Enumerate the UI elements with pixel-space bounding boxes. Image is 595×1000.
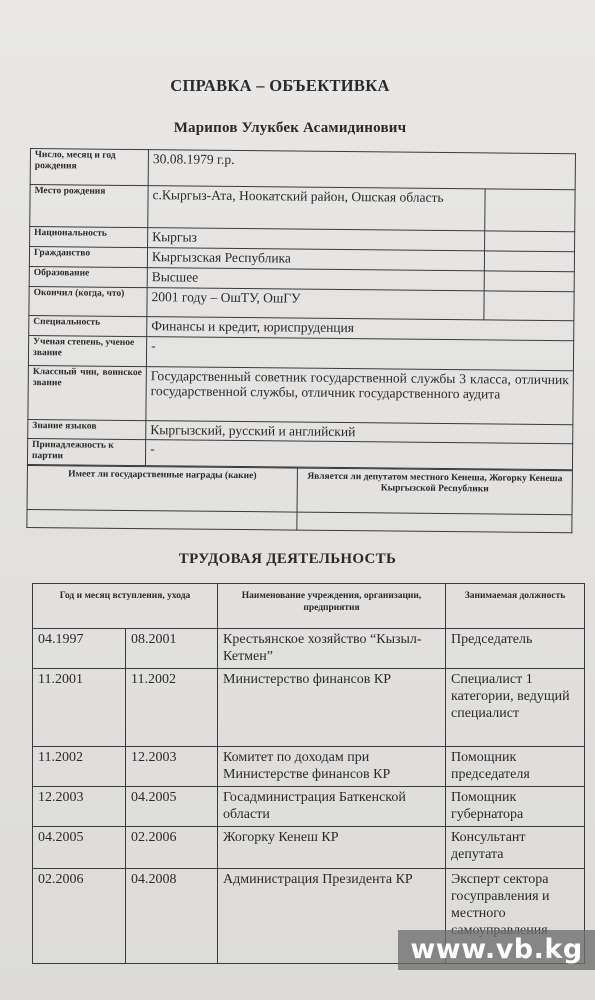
site-watermark: www.vb.kg xyxy=(398,930,595,970)
date-from: 02.2006 xyxy=(33,869,126,964)
awards-deputy-table xyxy=(26,465,573,533)
organization: Крестьянское хозяйство “Кызыл-Кетмен” xyxy=(218,629,446,669)
education-value: Высшее xyxy=(147,268,484,291)
date-to: 11.2002 xyxy=(126,669,218,747)
organization: Министерство финансов КР xyxy=(218,669,446,747)
personal-info-table xyxy=(27,148,576,470)
party-value: - xyxy=(145,440,572,470)
date-to: 04.2008 xyxy=(126,869,218,964)
birthplace-label: Место рождения xyxy=(30,185,148,228)
table-row xyxy=(33,747,585,787)
specialty-label: Специальность xyxy=(29,315,147,336)
organization: Жогорку Кенеш КР xyxy=(218,827,446,869)
awards-value xyxy=(27,509,297,530)
table-row xyxy=(27,465,572,514)
rank-value: Государственный советник государственной службы 3 класса, отличник государственной службы, отличник государственного аудита xyxy=(146,367,574,425)
date-from: 11.2001 xyxy=(33,669,126,747)
table-row xyxy=(28,365,574,424)
nationality-value: Кыргыз xyxy=(148,228,485,251)
table-row xyxy=(27,509,572,532)
table-row xyxy=(33,827,585,869)
awards-label: Имеет ли государственные награды (какие) xyxy=(27,465,297,512)
citizenship-label: Гражданство xyxy=(29,247,147,268)
graduated-value: 2001 году – ОшТУ, ОшГУ xyxy=(147,288,484,320)
position: Помощник губернатора xyxy=(446,787,585,827)
education-label: Образование xyxy=(29,266,147,287)
citizenship-value: Кыргызская Республика xyxy=(147,248,484,271)
specialty-value: Финансы и кредит, юриспруденция xyxy=(147,317,574,341)
empty-cell xyxy=(484,271,574,292)
date-to: 12.2003 xyxy=(126,747,218,787)
table-row xyxy=(33,669,585,747)
info-sheet xyxy=(26,148,578,543)
date-from: 11.2002 xyxy=(33,747,126,787)
languages-label: Знание языков xyxy=(28,419,146,439)
nationality-label: Национальность xyxy=(30,227,148,248)
work-history-table xyxy=(32,583,585,964)
organization: Госадминистрация Баткенской области xyxy=(218,787,446,827)
empty-cell xyxy=(485,189,575,232)
table-row xyxy=(30,149,575,190)
degree-value: - xyxy=(146,337,573,371)
empty-cell xyxy=(484,251,574,272)
date-to: 08.2001 xyxy=(126,629,218,669)
work-section-title: ТРУДОВАЯ ДЕЯТЕЛЬНОСТЬ xyxy=(178,551,397,567)
header-dates: Год и месяц вступления, ухода xyxy=(33,584,218,629)
graduated-label: Окончил (когда, что) xyxy=(29,286,147,316)
birth-date-label: Число, месяц и год рождения xyxy=(30,149,148,186)
table-row xyxy=(33,787,585,827)
degree-label: Ученая степень, ученое звание xyxy=(28,335,146,366)
table-row xyxy=(30,185,575,232)
birthplace-value: с.Кыргыз-Ата, Ноокатский район, Ошская область xyxy=(148,186,485,231)
person-name: Марипов Улукбек Асамидинович xyxy=(173,120,407,136)
header-org: Наименование учреждения, организации, предприятия xyxy=(218,584,446,629)
deputy-value xyxy=(297,512,572,533)
rank-label: Классный чин, воинское звание xyxy=(28,365,147,420)
birth-date-value: 30.08.1979 г.р. xyxy=(148,150,575,190)
awards-deputy-block xyxy=(26,465,572,542)
date-to: 04.2005 xyxy=(126,787,218,827)
organization: Администрация Президента КР xyxy=(218,869,446,964)
date-from: 04.1997 xyxy=(33,629,126,669)
header-position: Занимаемая должность xyxy=(446,584,585,629)
position: Консультант депутата xyxy=(446,827,585,869)
table-row xyxy=(33,629,585,669)
date-from: 12.2003 xyxy=(33,787,126,827)
date-to: 02.2006 xyxy=(126,827,218,869)
position: Помощник председателя xyxy=(446,747,585,787)
deputy-label: Является ли депутатом местного Кенеша, Жогорку Кенеша Кыргызской Республики xyxy=(297,468,572,515)
empty-cell xyxy=(484,291,574,321)
table-header-row xyxy=(33,584,585,629)
organization: Комитет по доходам при Министерстве финансов КР xyxy=(218,747,446,787)
position: Председатель xyxy=(446,629,585,669)
party-label: Принадлежность к партии xyxy=(27,438,145,465)
languages-value: Кыргызский, русский и английский xyxy=(146,421,573,444)
position: Эксперт сектора госуправления и местного xyxy=(446,869,585,964)
document-title: СПРАВКА – ОБЪЕКТИВКА xyxy=(170,76,390,95)
date-from: 04.2005 xyxy=(33,827,126,869)
position: Специалист 1 категории, ведущий специалист xyxy=(446,669,585,747)
empty-cell xyxy=(485,231,575,252)
